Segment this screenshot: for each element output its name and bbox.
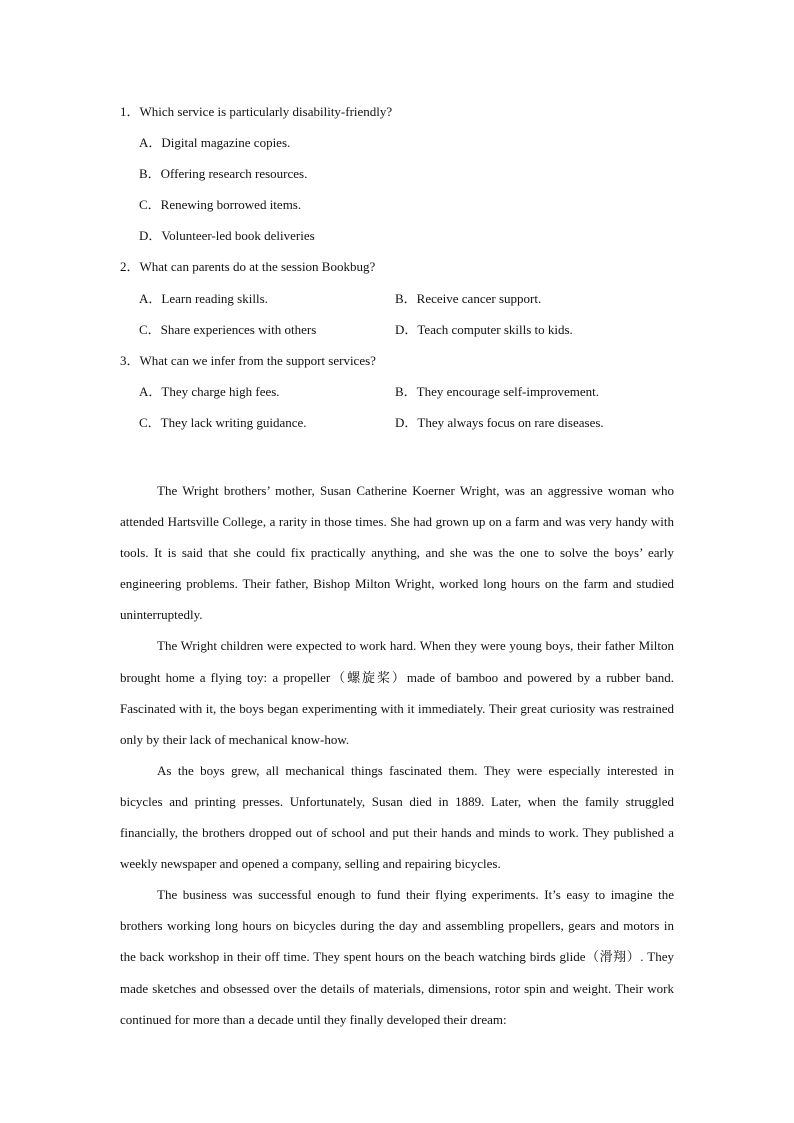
passage-paragraph-2: The Wright children were expected to work hard. When they were young boys, their father Milton brought home a flying toy: a propeller（螺旋桨）made of bamboo and powered by a rubber band. Fascinated with it, the boys began experimenting with it immediately. Their great curiosity was restrained only by their lack of mechanical know-how. (120, 638, 674, 747)
question-1-option-b: B．Offering research resources. (139, 166, 308, 182)
question-2-option-b: B．Receive cancer support. (395, 290, 542, 306)
passage-paragraph-4: The business was successful enough to fund their flying experiments. It’s easy to imagine the brothers working long hours on bicycles during the day and assembling propellers, gears and motors in the back workshop in their off time. They spent hours on the beach watching birds glide（滑翔）. They made sketches and obsessed over the details of materials, dimensions, rotor spin and weight. Their work continued for more than a decade until they finally developed their dream: (120, 887, 674, 1027)
question-2-option-row (120, 288, 680, 319)
question-section (120, 101, 680, 443)
question-3-stem: 3．What can we infer from the support services? (120, 352, 376, 368)
question-1-option-row (120, 132, 680, 163)
question-1-option-a: A．Digital magazine copies. (139, 135, 291, 151)
question-3-option-c: C．They lack writing guidance. (139, 414, 307, 430)
question-3-option-row (120, 412, 680, 443)
question-3-option-b: B．They encourage self-improvement. (395, 383, 599, 399)
question-2-option-row (120, 319, 680, 350)
question-2-stem: 2．What can parents do at the session Bookbug? (120, 259, 376, 275)
question-1-stem: 1．Which service is particularly disability-friendly? (120, 104, 393, 119)
question-1-option-d: D．Volunteer-led book deliveries (139, 228, 315, 244)
reading-passage (120, 475, 674, 1035)
question-2-option-d: D．Teach computer skills to kids. (395, 321, 573, 337)
question-1-option-row (120, 225, 680, 256)
question-3-option-d: D．They always focus on rare diseases. (395, 414, 604, 430)
question-3-option-a: A．They charge high fees. (139, 383, 280, 399)
question-1-option-c: C．Renewing borrowed items. (139, 197, 302, 213)
question-3-option-row (120, 381, 680, 412)
question-1-option-row (120, 163, 680, 194)
passage-paragraph-3: As the boys grew, all mechanical things fascinated them. They were especially interested in bicycles and printing presses. Unfortunately, Susan died in 1889. Later, when the family struggled financially, the brothers dropped out of school and put their hands and minds to work. They published a weekly newspaper and opened a company, selling and repairing bicycles. (120, 762, 674, 872)
question-2-option-a: A．Learn reading skills. (139, 290, 268, 306)
question-1-option-row (120, 194, 680, 225)
passage-paragraph-1: The Wright brothers’ mother, Susan Catherine Koerner Wright, was an aggressive woman who attended Hartsville College, a rarity in those times. She had grown up on a farm and was very handy with tools. It is said that she could fix practically anything, and she was the one to solve the boys’ early engineering problems. Their father, Bishop Milton Wright, worked long hours on the farm and studied uninterruptedly. (120, 483, 674, 623)
question-2-option-c: C．Share experiences with others (139, 321, 317, 337)
